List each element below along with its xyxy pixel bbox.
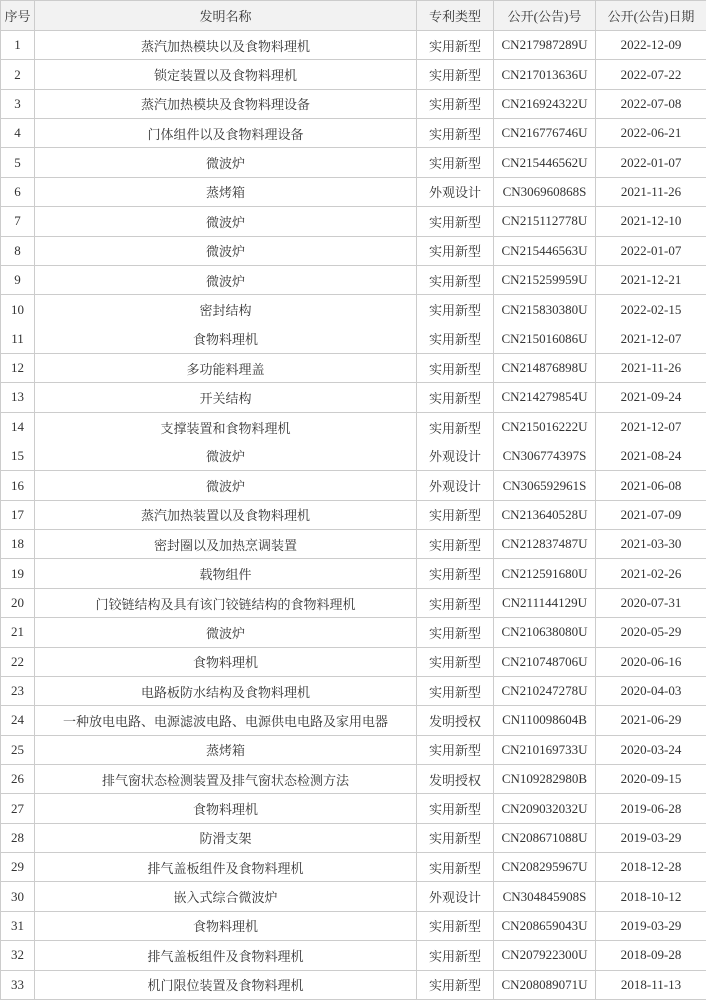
cell-name: 密封结构: [35, 295, 417, 324]
cell-number: CN215259959U: [494, 265, 596, 294]
cell-number: CN110098604B: [494, 706, 596, 735]
cell-name: 微波炉: [35, 148, 417, 177]
cell-index: 9: [1, 265, 35, 294]
cell-date: 2020-07-31: [596, 588, 706, 617]
cell-type: 实用新型: [417, 324, 494, 353]
table-row: [1, 265, 706, 294]
table-row: [1, 676, 706, 705]
col-header-number: 公开(公告)号: [494, 1, 596, 31]
table-row: [1, 882, 706, 911]
cell-index: 8: [1, 236, 35, 265]
table-row: [1, 177, 706, 206]
cell-number: CN215830380U: [494, 295, 596, 324]
cell-number: CN212591680U: [494, 559, 596, 588]
cell-date: 2021-12-10: [596, 207, 706, 236]
cell-number: CN210169733U: [494, 735, 596, 764]
table-row: [1, 735, 706, 764]
table-row: [1, 618, 706, 647]
cell-index: 33: [1, 970, 35, 1000]
cell-type: 发明授权: [417, 764, 494, 793]
table-row: [1, 941, 706, 970]
cell-type: 实用新型: [417, 31, 494, 60]
cell-date: 2022-07-22: [596, 60, 706, 89]
cell-name: 微波炉: [35, 442, 417, 471]
cell-name: 蒸汽加热模块及食物料理设备: [35, 89, 417, 118]
cell-number: CN209032032U: [494, 794, 596, 823]
cell-name: 锁定装置以及食物料理机: [35, 60, 417, 89]
cell-date: 2022-12-09: [596, 31, 706, 60]
cell-date: 2021-11-26: [596, 353, 706, 382]
cell-date: 2020-05-29: [596, 618, 706, 647]
cell-index: 6: [1, 177, 35, 206]
cell-number: CN211144129U: [494, 588, 596, 617]
cell-number: CN306960868S: [494, 177, 596, 206]
cell-type: 实用新型: [417, 941, 494, 970]
cell-name: 嵌入式综合微波炉: [35, 882, 417, 911]
table-row: [1, 823, 706, 852]
cell-type: 实用新型: [417, 853, 494, 882]
cell-type: 实用新型: [417, 911, 494, 940]
cell-date: 2018-11-13: [596, 970, 706, 1000]
cell-name: 微波炉: [35, 207, 417, 236]
cell-number: CN109282980B: [494, 764, 596, 793]
cell-name: 门体组件以及食物料理设备: [35, 119, 417, 148]
cell-number: CN207922300U: [494, 941, 596, 970]
cell-number: CN215112778U: [494, 207, 596, 236]
table-row: [1, 559, 706, 588]
cell-index: 12: [1, 353, 35, 382]
cell-type: 实用新型: [417, 236, 494, 265]
cell-name: 门铰链结构及具有该门铰链结构的食物料理机: [35, 588, 417, 617]
cell-date: 2021-06-29: [596, 706, 706, 735]
table-row: [1, 706, 706, 735]
table-row: [1, 500, 706, 529]
cell-number: CN214279854U: [494, 383, 596, 412]
cell-date: 2022-06-21: [596, 119, 706, 148]
cell-number: CN217987289U: [494, 31, 596, 60]
cell-name: 机门限位装置及食物料理机: [35, 970, 417, 1000]
cell-number: CN214876898U: [494, 353, 596, 382]
cell-index: 25: [1, 735, 35, 764]
cell-number: CN208295967U: [494, 853, 596, 882]
cell-type: 发明授权: [417, 706, 494, 735]
cell-number: CN306592961S: [494, 471, 596, 500]
cell-index: 31: [1, 911, 35, 940]
cell-number: CN306774397S: [494, 442, 596, 471]
cell-date: 2021-11-26: [596, 177, 706, 206]
cell-number: CN217013636U: [494, 60, 596, 89]
cell-type: 实用新型: [417, 500, 494, 529]
col-header-type: 专利类型: [417, 1, 494, 31]
cell-type: 实用新型: [417, 412, 494, 441]
cell-type: 实用新型: [417, 588, 494, 617]
cell-index: 4: [1, 119, 35, 148]
table-row: [1, 295, 706, 324]
cell-date: 2020-06-16: [596, 647, 706, 676]
cell-number: CN208659043U: [494, 911, 596, 940]
cell-date: 2019-03-29: [596, 911, 706, 940]
cell-type: 外观设计: [417, 177, 494, 206]
cell-type: 实用新型: [417, 647, 494, 676]
table-row: [1, 764, 706, 793]
cell-type: 外观设计: [417, 471, 494, 500]
cell-name: 微波炉: [35, 236, 417, 265]
cell-name: 开关结构: [35, 383, 417, 412]
cell-name: 食物料理机: [35, 794, 417, 823]
cell-type: 实用新型: [417, 295, 494, 324]
cell-name: 排气盖板组件及食物料理机: [35, 941, 417, 970]
cell-index: 19: [1, 559, 35, 588]
cell-date: 2021-12-21: [596, 265, 706, 294]
cell-name: 多功能料理盖: [35, 353, 417, 382]
cell-index: 21: [1, 618, 35, 647]
cell-date: 2019-03-29: [596, 823, 706, 852]
cell-number: CN215016222U: [494, 412, 596, 441]
table-row: [1, 588, 706, 617]
patent-table-body: [1, 31, 706, 1000]
cell-date: 2018-09-28: [596, 941, 706, 970]
cell-type: 实用新型: [417, 735, 494, 764]
cell-date: 2020-04-03: [596, 676, 706, 705]
cell-index: 28: [1, 823, 35, 852]
cell-number: CN216924322U: [494, 89, 596, 118]
cell-date: 2022-01-07: [596, 148, 706, 177]
cell-index: 15: [1, 442, 35, 471]
cell-index: 32: [1, 941, 35, 970]
cell-type: 实用新型: [417, 119, 494, 148]
cell-type: 实用新型: [417, 148, 494, 177]
cell-index: 27: [1, 794, 35, 823]
table-row: [1, 911, 706, 940]
cell-type: 实用新型: [417, 89, 494, 118]
table-row: [1, 970, 706, 1000]
table-row: [1, 412, 706, 441]
table-row: [1, 236, 706, 265]
cell-name: 微波炉: [35, 265, 417, 294]
cell-date: 2019-06-28: [596, 794, 706, 823]
cell-number: CN208671088U: [494, 823, 596, 852]
cell-type: 外观设计: [417, 882, 494, 911]
cell-name: 电路板防水结构及食物料理机: [35, 676, 417, 705]
cell-index: 30: [1, 882, 35, 911]
cell-name: 蒸烤箱: [35, 735, 417, 764]
cell-index: 10: [1, 295, 35, 324]
cell-name: 蒸汽加热装置以及食物料理机: [35, 500, 417, 529]
cell-index: 3: [1, 89, 35, 118]
cell-date: 2021-08-24: [596, 442, 706, 471]
cell-index: 18: [1, 530, 35, 559]
cell-number: CN304845908S: [494, 882, 596, 911]
cell-date: 2021-03-30: [596, 530, 706, 559]
cell-date: 2022-02-15: [596, 295, 706, 324]
cell-name: 支撑装置和食物料理机: [35, 412, 417, 441]
cell-index: 1: [1, 31, 35, 60]
cell-name: 蒸烤箱: [35, 177, 417, 206]
cell-name: 食物料理机: [35, 324, 417, 353]
cell-date: 2021-12-07: [596, 324, 706, 353]
table-row: [1, 207, 706, 236]
cell-index: 26: [1, 764, 35, 793]
col-header-name: 发明名称: [35, 1, 417, 31]
cell-number: CN210247278U: [494, 676, 596, 705]
cell-number: CN210748706U: [494, 647, 596, 676]
cell-date: 2022-07-08: [596, 89, 706, 118]
cell-date: 2021-06-08: [596, 471, 706, 500]
cell-date: 2022-01-07: [596, 236, 706, 265]
cell-name: 微波炉: [35, 471, 417, 500]
cell-name: 食物料理机: [35, 911, 417, 940]
cell-number: CN216776746U: [494, 119, 596, 148]
cell-name: 蒸汽加热模块以及食物料理机: [35, 31, 417, 60]
cell-index: 7: [1, 207, 35, 236]
cell-number: CN215446562U: [494, 148, 596, 177]
cell-type: 实用新型: [417, 60, 494, 89]
cell-index: 16: [1, 471, 35, 500]
cell-date: 2020-09-15: [596, 764, 706, 793]
cell-index: 24: [1, 706, 35, 735]
table-header-row: [1, 1, 706, 31]
table-row: [1, 119, 706, 148]
cell-number: CN215446563U: [494, 236, 596, 265]
cell-type: 实用新型: [417, 970, 494, 1000]
cell-date: 2021-02-26: [596, 559, 706, 588]
table-row: [1, 794, 706, 823]
cell-type: 实用新型: [417, 207, 494, 236]
cell-type: 实用新型: [417, 794, 494, 823]
table-row: [1, 89, 706, 118]
cell-type: 实用新型: [417, 530, 494, 559]
table-row: [1, 383, 706, 412]
cell-number: CN212837487U: [494, 530, 596, 559]
cell-name: 排气窗状态检测装置及排气窗状态检测方法: [35, 764, 417, 793]
cell-date: 2020-03-24: [596, 735, 706, 764]
table-row: [1, 324, 706, 353]
cell-name: 密封圈以及加热烹调装置: [35, 530, 417, 559]
cell-type: 实用新型: [417, 676, 494, 705]
table-row: [1, 471, 706, 500]
table-row: [1, 353, 706, 382]
cell-index: 13: [1, 383, 35, 412]
cell-index: 2: [1, 60, 35, 89]
cell-index: 5: [1, 148, 35, 177]
cell-index: 22: [1, 647, 35, 676]
table-row: [1, 530, 706, 559]
cell-type: 实用新型: [417, 265, 494, 294]
cell-date: 2018-10-12: [596, 882, 706, 911]
cell-number: CN215016086U: [494, 324, 596, 353]
cell-name: 微波炉: [35, 618, 417, 647]
cell-index: 29: [1, 853, 35, 882]
cell-index: 23: [1, 676, 35, 705]
cell-index: 20: [1, 588, 35, 617]
cell-index: 11: [1, 324, 35, 353]
col-header-index: 序号: [1, 1, 35, 31]
table-row: [1, 647, 706, 676]
cell-type: 实用新型: [417, 353, 494, 382]
cell-date: 2021-09-24: [596, 383, 706, 412]
cell-name: 一种放电电路、电源滤波电路、电源供电电路及家用电器: [35, 706, 417, 735]
cell-type: 实用新型: [417, 618, 494, 647]
table-row: [1, 148, 706, 177]
cell-number: CN208089071U: [494, 970, 596, 1000]
table-row: [1, 853, 706, 882]
table-row: [1, 442, 706, 471]
cell-date: 2021-07-09: [596, 500, 706, 529]
cell-number: CN213640528U: [494, 500, 596, 529]
cell-type: 外观设计: [417, 442, 494, 471]
cell-name: 排气盖板组件及食物料理机: [35, 853, 417, 882]
cell-index: 17: [1, 500, 35, 529]
cell-number: CN210638080U: [494, 618, 596, 647]
cell-type: 实用新型: [417, 383, 494, 412]
cell-index: 14: [1, 412, 35, 441]
table-row: [1, 31, 706, 60]
cell-name: 防滑支架: [35, 823, 417, 852]
cell-type: 实用新型: [417, 559, 494, 588]
col-header-date: 公开(公告)日期: [596, 1, 706, 31]
cell-type: 实用新型: [417, 823, 494, 852]
table-row: [1, 60, 706, 89]
cell-name: 食物料理机: [35, 647, 417, 676]
cell-date: 2021-12-07: [596, 412, 706, 441]
cell-date: 2018-12-28: [596, 853, 706, 882]
cell-name: 载物组件: [35, 559, 417, 588]
